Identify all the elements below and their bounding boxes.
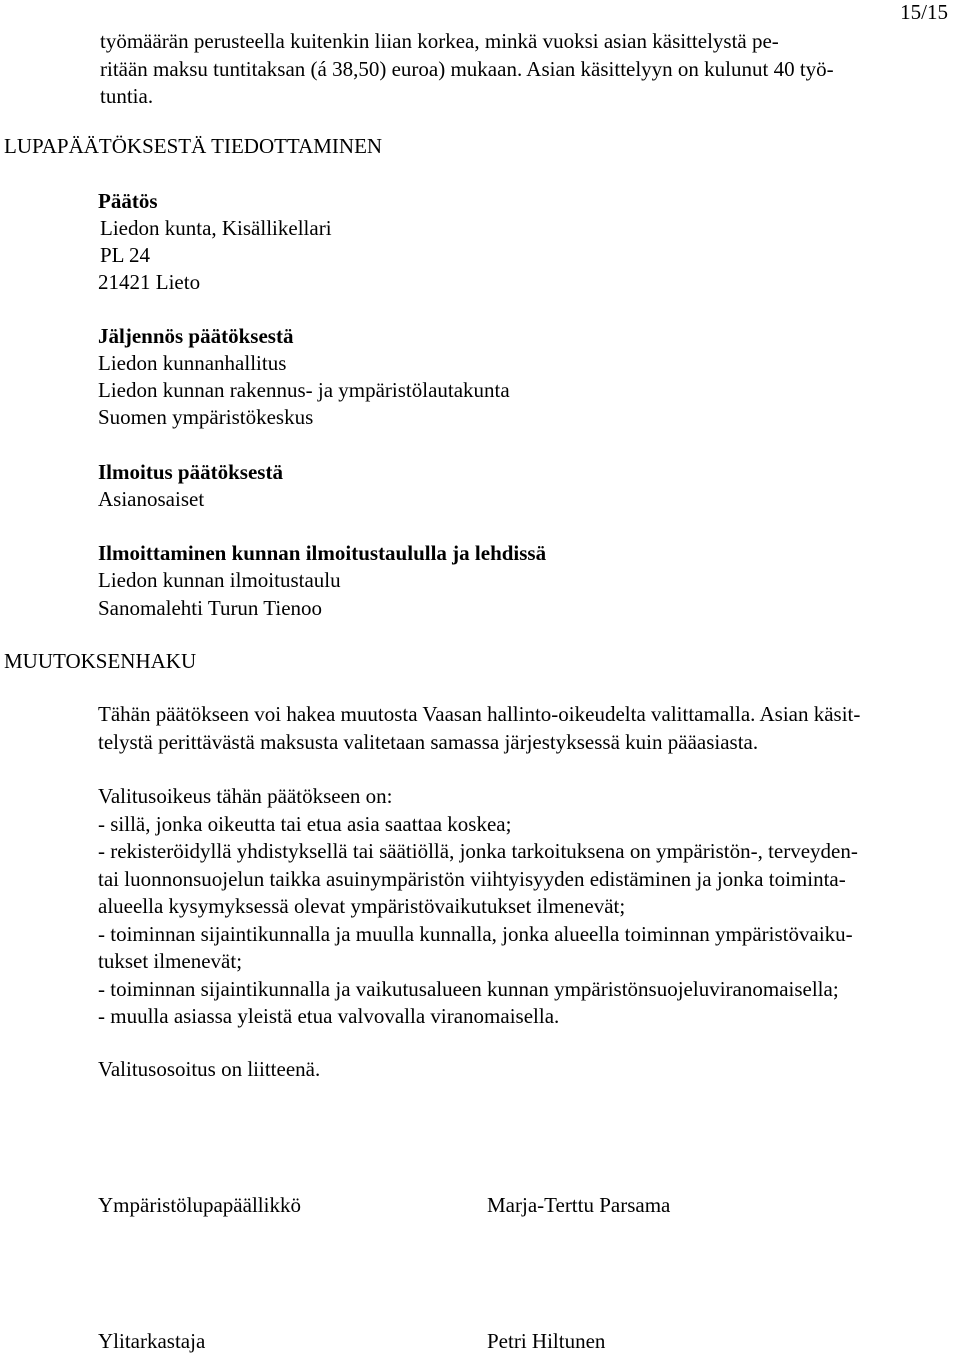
- appeal-line: telystä perittävästä maksusta valitetaan samassa järjestyksessä kuin pääasiasta.: [98, 729, 759, 754]
- copy-line: Suomen ympäristökeskus: [98, 405, 314, 429]
- copy-line: Liedon kunnan rakennus- ja ympäristölautakunta: [98, 378, 510, 402]
- copy-label: Jäljennös päätöksestä: [98, 324, 294, 348]
- decision-line: 21421 Lieto: [98, 270, 201, 294]
- appeal-rights-line: Valitusoikeus tähän päätökseen on:: [98, 784, 393, 808]
- signature-title: Ympäristölupapäällikkö: [98, 1193, 301, 1217]
- appeal-rights-paragraph: [98, 783, 953, 1031]
- appeal-rights-line: alueella kysymyksessä olevat ympäristövaikutukset ilmenevät;: [98, 894, 626, 918]
- signature-title: Ylitarkastaja: [98, 1329, 206, 1353]
- section-heading-appeal: MUUTOKSENHAKU: [4, 649, 197, 673]
- intro-paragraph: [100, 28, 880, 111]
- section-heading-notice: LUPAPÄÄTÖKSESTÄ TIEDOTTAMINEN: [4, 134, 383, 158]
- notification-label: Ilmoitus päätöksestä: [98, 460, 283, 484]
- appeal-rights-line: - rekisteröidyllä yhdistyksellä tai säätiöllä, jonka tarkoituksena on ympäristön-, terveyden-: [98, 839, 858, 863]
- appeal-line: Tähän päätökseen voi hakea muutosta Vaasan hallinto-oikeudelta valittamalla. Asian käsit-: [98, 702, 861, 726]
- attachment-note: Valitusosoitus on liitteenä.: [98, 1057, 321, 1081]
- appeal-rights-line: tai luonnonsuojelun taikka asuinympäristön viihtyisyyden edistäminen ja jonka toiminta-: [98, 866, 846, 891]
- copy-line: Liedon kunnanhallitus: [98, 351, 287, 375]
- appeal-paragraph: [98, 701, 953, 756]
- appeal-rights-line: tukset ilmenevät;: [98, 949, 243, 973]
- appeal-rights-line: - muulla asiassa yleistä etua valvovalla viranomaisella.: [98, 1004, 560, 1028]
- intro-line: ritään maksu tuntitaksan (á 38,50) euroa) mukaan. Asian käsittelyyn on kulunut 40 työ-: [100, 56, 834, 81]
- appeal-rights-line: - toiminnan sijaintikunnalla ja muulla kunnalla, jonka alueella toiminnan ympäristövaiku-: [98, 921, 853, 946]
- decision-label: Päätös: [98, 189, 158, 213]
- publication-line: Liedon kunnan ilmoitustaulu: [98, 568, 341, 592]
- intro-line: työmäärän perusteella kuitenkin liian korkea, minkä vuoksi asian käsittelystä pe-: [100, 29, 779, 53]
- signature-name: Marja-Terttu Parsama: [487, 1193, 671, 1217]
- decision-line: PL 24: [100, 243, 150, 267]
- publication-label: Ilmoittaminen kunnan ilmoitustaululla ja lehdissä: [98, 541, 547, 565]
- decision-line: Liedon kunta, Kisällikellari: [100, 216, 332, 240]
- publication-line: Sanomalehti Turun Tienoo: [98, 596, 323, 620]
- notification-line: Asianosaiset: [98, 487, 205, 511]
- appeal-rights-line: - sillä, jonka oikeutta tai etua asia saattaa koskea;: [98, 811, 512, 836]
- appeal-rights-line: - toiminnan sijaintikunnalla ja vaikutusalueen kunnan ympäristönsuojeluviranomaisella;: [98, 976, 839, 1001]
- intro-line: tuntia.: [100, 84, 154, 108]
- signature-name: Petri Hiltunen: [487, 1329, 606, 1353]
- page-number: 15/15: [900, 0, 948, 24]
